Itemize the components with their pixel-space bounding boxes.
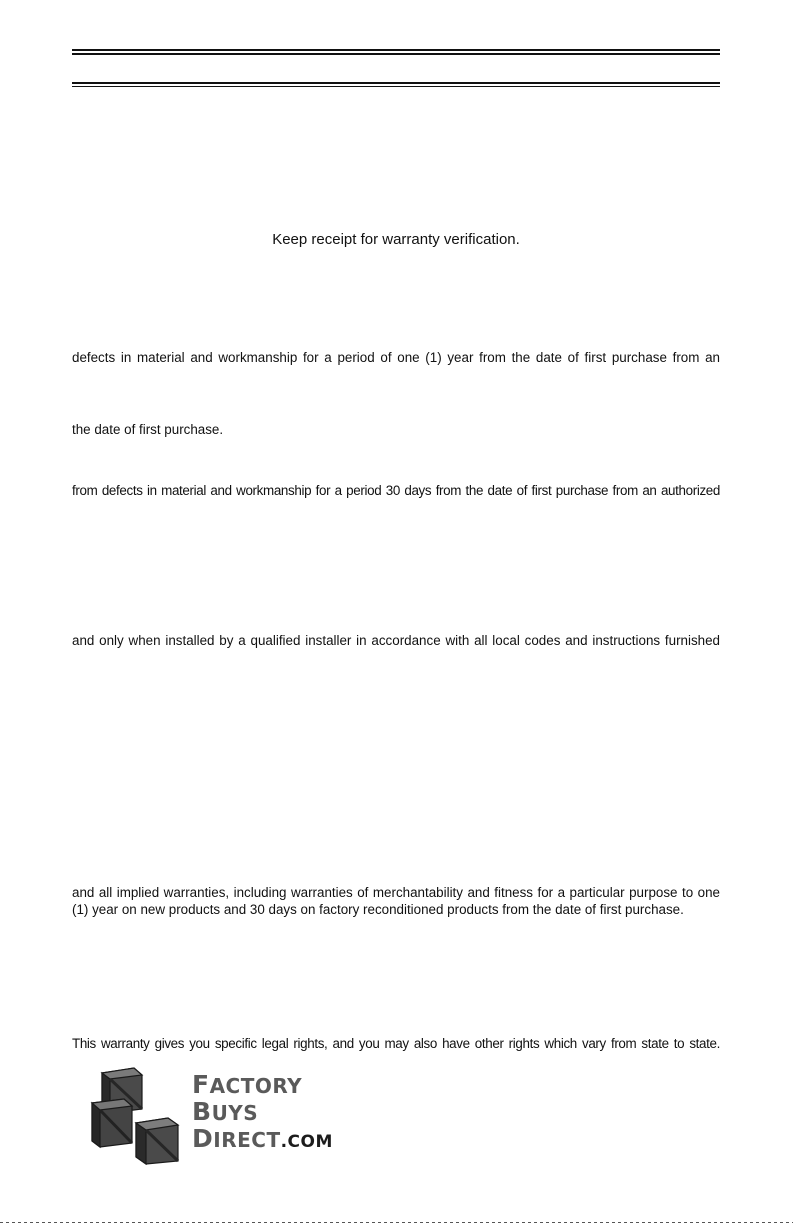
factory-buys-direct-logo	[86, 1065, 356, 1165]
crates-icon	[86, 1065, 196, 1165]
keep-receipt-note: Keep receipt for warranty verification.	[272, 231, 520, 248]
header-double-rule	[72, 49, 720, 55]
legal-rights-line: This warranty gives you specific legal rights, and you may also have other rights which vary from state to state.	[72, 1036, 720, 1051]
warranty-line-implied-2: (1) year on new products and 30 days on factory reconditioned products from the date of first purchase.	[72, 902, 684, 917]
logo-wordmark: FACTORY BUYS DIRECT.COM	[192, 1070, 333, 1153]
warranty-line-installation: and only when installed by a qualified installer in accordance with all local codes and instructions furnished	[72, 633, 720, 648]
warranty-line-first-purchase: the date of first purchase.	[72, 422, 224, 437]
warranty-line-reconditioned: from defects in material and workmanship for a period 30 days from the date of first purchase from an authorized	[72, 483, 720, 498]
header-bottom-rule	[72, 82, 720, 87]
warranty-line-new-products: defects in material and workmanship for a period of one (1) year from the date of first purchase from an	[72, 350, 720, 365]
warranty-line-implied-1: and all implied warranties, including warranties of merchantability and fitness for a particular purpose to one	[72, 885, 720, 900]
cut-line	[0, 1222, 793, 1223]
